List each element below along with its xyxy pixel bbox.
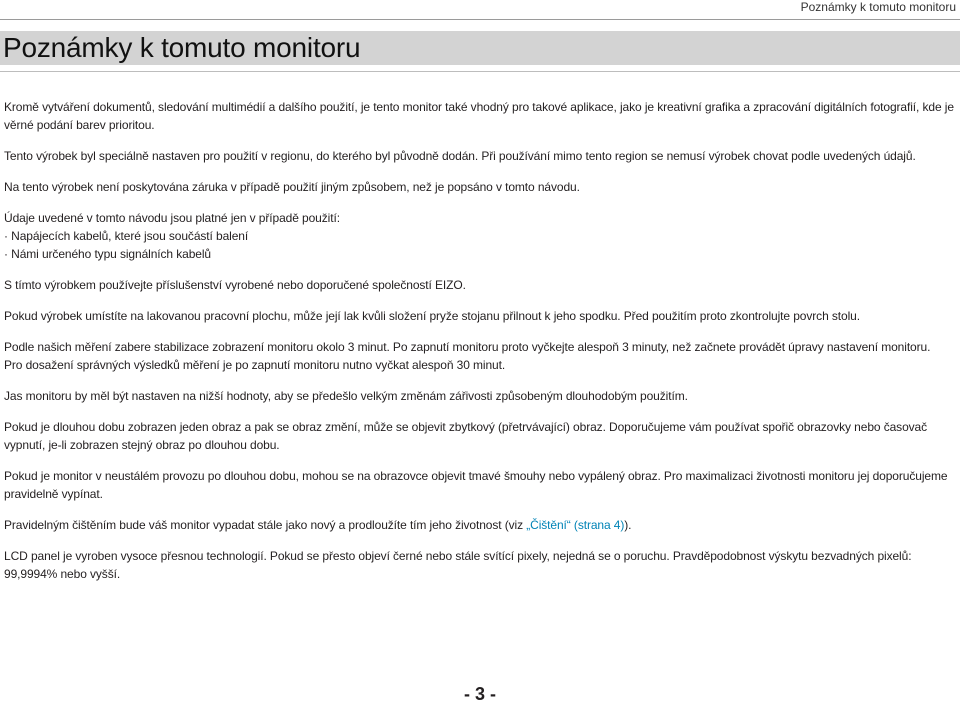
cleaning-page-link[interactable]: „Čištění“ (strana 4) xyxy=(526,518,625,532)
paragraph-brightness: Jas monitoru by měl být nastaven na nižší hodnoty, aby se předešlo velkým změnám zářivosti způsobeným dlouhodobým použitím. xyxy=(4,389,688,403)
header-divider xyxy=(0,19,960,20)
title-divider xyxy=(0,71,960,72)
document-body xyxy=(4,98,960,596)
running-header-title: Poznámky k tomuto monitoru xyxy=(800,0,956,14)
paragraph-pixels: LCD panel je vyroben vysoce přesnou technologií. Pokud se přesto objeví černé nebo stále svítící pixely, nejedná se o poruchu. Pravděpodobnost výskytu bezvadných pixelů: 99,9994% nebo vyšší. xyxy=(4,549,912,581)
paragraph-accessories: S tímto výrobkem používejte příslušenství vyrobené nebo doporučené společností EIZO. xyxy=(4,278,466,292)
paragraph-warranty: Na tento výrobek není poskytována záruka v případě použití jiným způsobem, než je popsáno v tomto návodu. xyxy=(4,180,580,194)
running-header xyxy=(0,0,960,24)
paragraph-burn-in: Pokud je monitor v neustálém provozu po dlouhou dobu, mohou se na obrazovce objevit tmavé šmouhy nebo vypálený obraz. Pro maximalizaci životnosti monitoru jej doporučujeme pravidelně vypínat. xyxy=(4,469,948,501)
cleaning-text-after: ). xyxy=(624,518,632,532)
page-number: - 3 - xyxy=(463,684,496,704)
list-item-signal-cables: · Námi určeného typu signálních kabelů xyxy=(4,247,211,261)
paragraph-stabilization: Podle našich měření zabere stabilizace zobrazení monitoru okolo 3 minut. Po zapnutí monitoru proto vyčkejte alespoň 3 minuty, než začnete provádět úpravy nastavení monitoru. xyxy=(4,340,931,354)
list-item-power-cables: · Napájecích kabelů, které jsou součástí balení xyxy=(4,229,249,243)
paragraph-usage: Kromě vytváření dokumentů, sledování multimédií a dalšího použití, je tento monitor také vhodný pro takové aplikace, jako je kreativní grafika a zpracování digitálních fotografií, kde je věrné podání barev prioritou. xyxy=(4,100,954,132)
paragraph-cleaning xyxy=(4,516,960,534)
paragraph-region: Tento výrobek byl speciálně nastaven pro použití v regionu, do kterého byl původně dodán. Při používání mimo tento region se nemusí výrobek chovat podle uvedených údajů. xyxy=(4,149,916,163)
title-bar xyxy=(0,31,960,65)
cleaning-text-before: Pravidelným čištěním bude váš monitor vypadat stále jako nový a prodloužíte tím jeho životnost (viz xyxy=(4,518,527,532)
paragraph-afterimage: Pokud je dlouhou dobu zobrazen jeden obraz a pak se obraz změní, může se objevit zbytkový (přetrvávající) obraz. Doporučujeme vám používat spořič obrazovky nebo časovač vypnutí, je-li zobrazen stejný obraz po dlouhou dobu. xyxy=(4,420,928,452)
paragraph-measurement: Pro dosažení správných výsledků měření je po zapnutí monitoru nutno vyčkat alespoň 30 minut. xyxy=(4,358,506,372)
paragraph-lacquered-surface: Pokud výrobek umístíte na lakovanou pracovní plochu, může její lak kvůli složení pryže stojanu přilnout k jeho spodku. Před použitím proto zkontrolujte povrch stolu. xyxy=(4,309,860,323)
page-title: Poznámky k tomuto monitoru xyxy=(3,32,361,63)
paragraph-validity-intro: Údaje uvedené v tomto návodu jsou platné jen v případě použití: xyxy=(4,211,340,225)
